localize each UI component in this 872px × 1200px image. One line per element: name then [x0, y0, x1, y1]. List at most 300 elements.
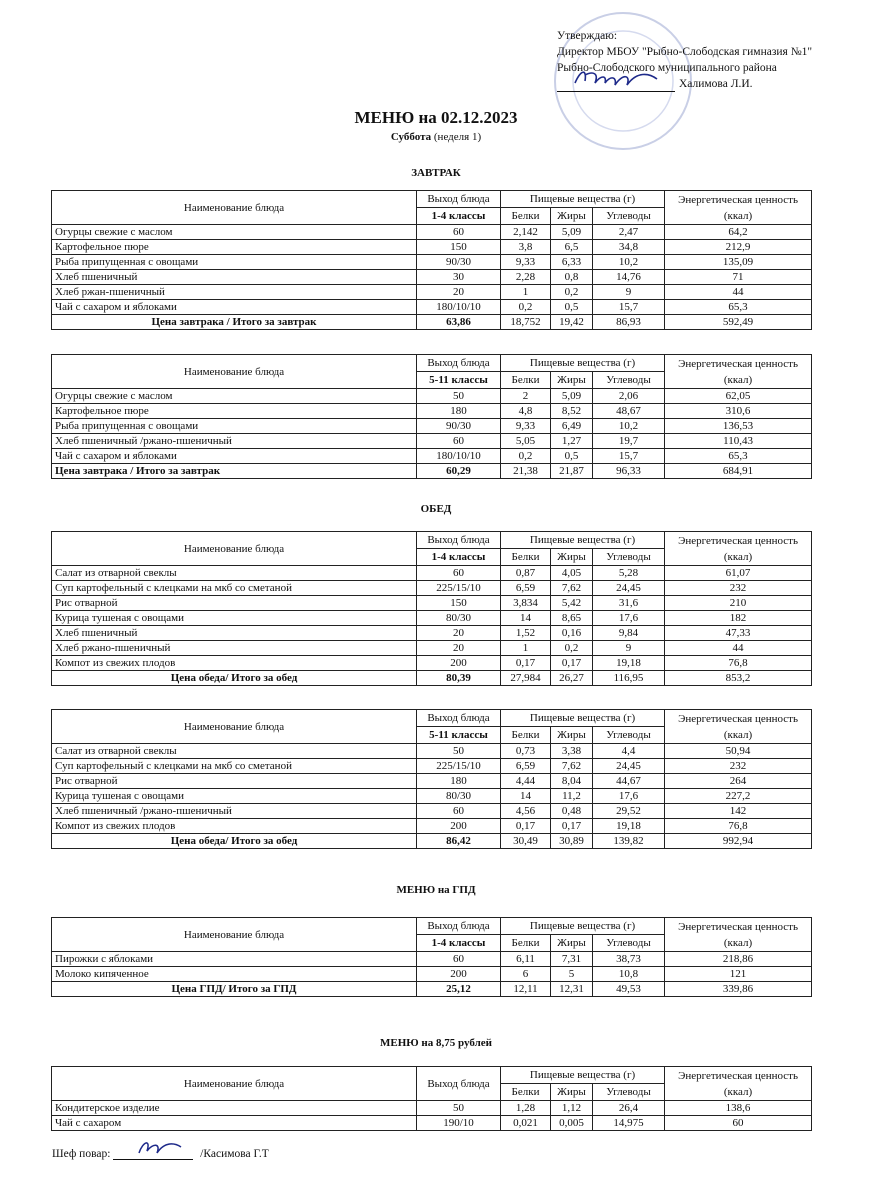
total-protein: 21,38: [501, 464, 551, 479]
header-nutrients: Пищевые вещества (г): [501, 918, 665, 935]
dish-energy: 60: [665, 1116, 812, 1131]
dish-name: Курица тушеная с овощами: [52, 789, 417, 804]
table-header-row: [52, 532, 812, 549]
dish-protein: 6,59: [501, 759, 551, 774]
dish-protein: 1: [501, 641, 551, 656]
dish-name: Картофельное пюре: [52, 404, 417, 419]
header-yield: Выход блюда: [417, 532, 501, 549]
total-energy: 684,91: [665, 464, 812, 479]
dish-yield: 90/30: [417, 255, 501, 270]
total-label: Цена обеда/ Итого за обед: [52, 671, 417, 686]
dish-name: Компот из свежих плодов: [52, 656, 417, 671]
header-dish-name: Наименование блюда: [52, 355, 417, 389]
header-energy: Энергетическая ценность (ккал): [665, 1067, 812, 1101]
dish-fat: 0,8: [551, 270, 593, 285]
dish-energy: 212,9: [665, 240, 812, 255]
table-row: [52, 285, 812, 300]
menu-table: [51, 917, 812, 997]
header-class-group: 1-4 классы: [417, 208, 501, 225]
table-row: [52, 952, 812, 967]
dish-energy: 64,2: [665, 225, 812, 240]
table-row: [52, 419, 812, 434]
dish-carbs: 26,4: [593, 1101, 665, 1116]
dish-energy: 44: [665, 285, 812, 300]
header-energy: Энергетическая ценность (ккал): [665, 191, 812, 225]
dish-energy: 310,6: [665, 404, 812, 419]
table-row: [52, 1116, 812, 1131]
dish-fat: 0,2: [551, 285, 593, 300]
dish-yield: 200: [417, 967, 501, 982]
dish-name: Огурцы свежие с маслом: [52, 389, 417, 404]
dish-fat: 5,09: [551, 225, 593, 240]
dish-fat: 11,2: [551, 789, 593, 804]
header-fat: Жиры: [551, 1084, 593, 1101]
section-gpd: МЕНЮ на ГПД: [396, 884, 476, 896]
dish-carbs: 29,52: [593, 804, 665, 819]
table-header-row: [52, 710, 812, 727]
dish-yield: 30: [417, 270, 501, 285]
dish-yield: 180/10/10: [417, 449, 501, 464]
header-carbs: Углеводы: [593, 549, 665, 566]
total-label: Цена ГПД/ Итого за ГПД: [52, 982, 417, 997]
dish-energy: 121: [665, 967, 812, 982]
page-title: МЕНЮ на 02.12.2023: [354, 108, 518, 127]
header-protein: Белки: [501, 208, 551, 225]
dish-yield: 50: [417, 744, 501, 759]
dish-fat: 8,65: [551, 611, 593, 626]
dish-carbs: 9: [593, 285, 665, 300]
dish-yield: 180: [417, 774, 501, 789]
dish-energy: 227,2: [665, 789, 812, 804]
table-row: [52, 255, 812, 270]
dish-energy: 65,3: [665, 300, 812, 315]
dish-name: Хлеб пшеничный: [52, 626, 417, 641]
dish-yield: 20: [417, 285, 501, 300]
total-protein: 27,984: [501, 671, 551, 686]
dish-protein: 14: [501, 789, 551, 804]
dish-protein: 2,28: [501, 270, 551, 285]
dish-protein: 4,44: [501, 774, 551, 789]
table-total-row: [52, 315, 812, 330]
header-nutrients: Пищевые вещества (г): [501, 355, 665, 372]
table-row: [52, 1101, 812, 1116]
dish-carbs: 2,06: [593, 389, 665, 404]
dish-energy: 232: [665, 759, 812, 774]
dish-fat: 0,2: [551, 641, 593, 656]
header-energy: Энергетическая ценность (ккал): [665, 918, 812, 952]
dish-name: Салат из отварной свеклы: [52, 744, 417, 759]
table-row: [52, 759, 812, 774]
dish-fat: 1,27: [551, 434, 593, 449]
section-snack: МЕНЮ на 8,75 рублей: [380, 1037, 492, 1049]
header-carbs: Углеводы: [593, 1084, 665, 1101]
dish-energy: 76,8: [665, 656, 812, 671]
header-yield: Выход блюда: [417, 918, 501, 935]
dish-energy: 142: [665, 804, 812, 819]
header-class-group: 1-4 классы: [417, 935, 501, 952]
dish-fat: 5: [551, 967, 593, 982]
dish-yield: 20: [417, 626, 501, 641]
dish-fat: 7,31: [551, 952, 593, 967]
total-fat: 12,31: [551, 982, 593, 997]
dish-fat: 8,52: [551, 404, 593, 419]
dish-protein: 2: [501, 389, 551, 404]
approval-block: [557, 28, 812, 92]
dish-carbs: 14,975: [593, 1116, 665, 1131]
header-protein: Белки: [501, 1084, 551, 1101]
table-row: [52, 656, 812, 671]
dish-name: Салат из отварной свеклы: [52, 566, 417, 581]
chef-signature-block: [52, 1147, 269, 1160]
dish-protein: 3,8: [501, 240, 551, 255]
dish-protein: 0,021: [501, 1116, 551, 1131]
dish-name: Рыба припущенная с овощами: [52, 419, 417, 434]
dish-carbs: 48,67: [593, 404, 665, 419]
header-protein: Белки: [501, 727, 551, 744]
dish-name: Хлеб пшеничный: [52, 270, 417, 285]
dish-protein: 6,59: [501, 581, 551, 596]
dish-fat: 0,48: [551, 804, 593, 819]
menu-table: [51, 709, 812, 849]
total-energy: 339,86: [665, 982, 812, 997]
dish-yield: 90/30: [417, 419, 501, 434]
dish-yield: 50: [417, 389, 501, 404]
dish-name: Рыба припущенная с овощами: [52, 255, 417, 270]
header-carbs: Углеводы: [593, 727, 665, 744]
dish-protein: 6,11: [501, 952, 551, 967]
table-row: [52, 389, 812, 404]
table-row: [52, 626, 812, 641]
dish-name: Пирожки с яблоками: [52, 952, 417, 967]
approval-line-1: Утверждаю:: [557, 30, 618, 42]
total-carbs: 49,53: [593, 982, 665, 997]
dish-fat: 0,16: [551, 626, 593, 641]
dish-fat: 4,05: [551, 566, 593, 581]
dish-yield: 60: [417, 225, 501, 240]
dish-fat: 0,5: [551, 300, 593, 315]
dish-energy: 50,94: [665, 744, 812, 759]
dish-name: Хлеб ржано-пшеничный: [52, 641, 417, 656]
table-row: [52, 819, 812, 834]
table-header-row: [52, 918, 812, 935]
header-dish-name: Наименование блюда: [52, 1067, 417, 1101]
dish-name: Суп картофельный с клецками на мкб со сметаной: [52, 581, 417, 596]
header-fat: Жиры: [551, 549, 593, 566]
total-fat: 26,27: [551, 671, 593, 686]
table-row: [52, 404, 812, 419]
total-carbs: 139,82: [593, 834, 665, 849]
dish-name: Хлеб пшеничный /ржано-пшеничный: [52, 804, 417, 819]
total-label: Цена обеда/ Итого за обед: [52, 834, 417, 849]
dish-energy: 62,05: [665, 389, 812, 404]
table-row: [52, 434, 812, 449]
total-fat: 30,89: [551, 834, 593, 849]
dish-energy: 136,53: [665, 419, 812, 434]
table-row: [52, 804, 812, 819]
header-nutrients: Пищевые вещества (г): [501, 1067, 665, 1084]
dish-name: Чай с сахаром: [52, 1116, 417, 1131]
dish-energy: 61,07: [665, 566, 812, 581]
dish-energy: 210: [665, 596, 812, 611]
total-carbs: 116,95: [593, 671, 665, 686]
total-protein: 30,49: [501, 834, 551, 849]
dish-fat: 6,49: [551, 419, 593, 434]
director-signature-line: [557, 79, 675, 92]
header-energy: Энергетическая ценность (ккал): [665, 532, 812, 566]
dish-carbs: 15,7: [593, 300, 665, 315]
header-dish-name: Наименование блюда: [52, 918, 417, 952]
header-fat: Жиры: [551, 208, 593, 225]
dish-energy: 44: [665, 641, 812, 656]
header-yield: Выход блюда: [417, 1067, 501, 1101]
table-row: [52, 300, 812, 315]
total-fat: 19,42: [551, 315, 593, 330]
dish-name: Картофельное пюре: [52, 240, 417, 255]
dish-carbs: 9: [593, 641, 665, 656]
header-protein: Белки: [501, 935, 551, 952]
table-row: [52, 744, 812, 759]
dish-carbs: 5,28: [593, 566, 665, 581]
total-energy: 992,94: [665, 834, 812, 849]
dish-name: Чай с сахаром и яблоками: [52, 300, 417, 315]
dish-name: Огурцы свежие с маслом: [52, 225, 417, 240]
dish-energy: 264: [665, 774, 812, 789]
dish-protein: 0,87: [501, 566, 551, 581]
header-yield: Выход блюда: [417, 355, 501, 372]
dish-carbs: 19,7: [593, 434, 665, 449]
total-energy: 853,2: [665, 671, 812, 686]
table-row: [52, 449, 812, 464]
dish-protein: 0,17: [501, 819, 551, 834]
total-protein: 18,752: [501, 315, 551, 330]
header-nutrients: Пищевые вещества (г): [501, 710, 665, 727]
dish-name: Хлеб ржан-пшеничный: [52, 285, 417, 300]
dish-yield: 150: [417, 596, 501, 611]
dish-carbs: 19,18: [593, 656, 665, 671]
total-price: 25,12: [417, 982, 501, 997]
menu-table: [51, 531, 812, 686]
table-row: [52, 596, 812, 611]
dish-carbs: 44,67: [593, 774, 665, 789]
dish-fat: 3,38: [551, 744, 593, 759]
total-carbs: 86,93: [593, 315, 665, 330]
total-protein: 12,11: [501, 982, 551, 997]
menu-table: [51, 354, 812, 479]
dish-protein: 4,8: [501, 404, 551, 419]
table-total-row: [52, 671, 812, 686]
dish-yield: 225/15/10: [417, 581, 501, 596]
dish-fat: 0,5: [551, 449, 593, 464]
dish-yield: 80/30: [417, 611, 501, 626]
header-dish-name: Наименование блюда: [52, 191, 417, 225]
dish-carbs: 10,2: [593, 255, 665, 270]
dish-name: Чай с сахаром и яблоками: [52, 449, 417, 464]
header-yield: Выход блюда: [417, 710, 501, 727]
dish-energy: 218,86: [665, 952, 812, 967]
dish-name: Молоко кипяченное: [52, 967, 417, 982]
table-row: [52, 566, 812, 581]
dish-carbs: 9,84: [593, 626, 665, 641]
dish-protein: 2,142: [501, 225, 551, 240]
table-header-row: [52, 1067, 812, 1084]
header-nutrients: Пищевые вещества (г): [501, 191, 665, 208]
dish-carbs: 10,2: [593, 419, 665, 434]
header-nutrients: Пищевые вещества (г): [501, 532, 665, 549]
dish-yield: 180: [417, 404, 501, 419]
dish-name: Суп картофельный с клецками на мкб со сметаной: [52, 759, 417, 774]
dish-fat: 6,5: [551, 240, 593, 255]
header-carbs: Углеводы: [593, 935, 665, 952]
table-row: [52, 774, 812, 789]
dish-carbs: 34,8: [593, 240, 665, 255]
table-row: [52, 789, 812, 804]
dish-carbs: 24,45: [593, 581, 665, 596]
dish-yield: 60: [417, 566, 501, 581]
chef-signature-line: [113, 1147, 193, 1160]
dish-carbs: 15,7: [593, 449, 665, 464]
dish-fat: 5,09: [551, 389, 593, 404]
dish-name: Компот из свежих плодов: [52, 819, 417, 834]
dish-energy: 47,33: [665, 626, 812, 641]
total-label: Цена завтрака / Итого за завтрак: [52, 315, 417, 330]
dish-protein: 9,33: [501, 255, 551, 270]
table-total-row: [52, 464, 812, 479]
table-row: [52, 581, 812, 596]
approval-line-3: Рыбно-Слободского муниципального района: [557, 62, 777, 74]
dish-fat: 6,33: [551, 255, 593, 270]
dish-yield: 225/15/10: [417, 759, 501, 774]
dish-protein: 0,73: [501, 744, 551, 759]
header-dish-name: Наименование блюда: [52, 532, 417, 566]
table-row: [52, 641, 812, 656]
total-energy: 592,49: [665, 315, 812, 330]
table-row: [52, 270, 812, 285]
header-yield: Выход блюда: [417, 191, 501, 208]
dish-yield: 60: [417, 952, 501, 967]
dish-name: Курица тушеная с овощами: [52, 611, 417, 626]
dish-carbs: 17,6: [593, 789, 665, 804]
dish-carbs: 24,45: [593, 759, 665, 774]
day-of-week: Суббота: [390, 131, 432, 143]
header-energy: Энергетическая ценность (ккал): [665, 355, 812, 389]
dish-energy: 110,43: [665, 434, 812, 449]
dish-fat: 0,17: [551, 819, 593, 834]
header-dish-name: Наименование блюда: [52, 710, 417, 744]
dish-energy: 65,3: [665, 449, 812, 464]
header-fat: Жиры: [551, 727, 593, 744]
dish-protein: 1,52: [501, 626, 551, 641]
dish-protein: 9,33: [501, 419, 551, 434]
menu-table: [51, 190, 812, 330]
header-energy: Энергетическая ценность (ккал): [665, 710, 812, 744]
header-carbs: Углеводы: [593, 372, 665, 389]
dish-name: Кондитерское изделие: [52, 1101, 417, 1116]
dish-protein: 5,05: [501, 434, 551, 449]
section-lunch: ОБЕД: [420, 503, 452, 515]
dish-energy: 71: [665, 270, 812, 285]
dish-yield: 200: [417, 656, 501, 671]
dish-energy: 76,8: [665, 819, 812, 834]
dish-fat: 8,04: [551, 774, 593, 789]
dish-yield: 50: [417, 1101, 501, 1116]
chef-label: Шеф повар:: [52, 1148, 111, 1160]
header-carbs: Углеводы: [593, 208, 665, 225]
dish-protein: 1: [501, 285, 551, 300]
dish-fat: 0,005: [551, 1116, 593, 1131]
director-signature: [571, 65, 661, 91]
dish-name: Рис отварной: [52, 774, 417, 789]
dish-yield: 200: [417, 819, 501, 834]
dish-energy: 182: [665, 611, 812, 626]
approval-line-2: Директор МБОУ "Рыбно-Слободская гимназия №1": [557, 46, 813, 58]
header-protein: Белки: [501, 549, 551, 566]
total-price: 86,42: [417, 834, 501, 849]
dish-yield: 180/10/10: [417, 300, 501, 315]
total-label: Цена завтрака / Итого за завтрак: [52, 464, 417, 479]
chef-signature: [135, 1137, 185, 1159]
dish-protein: 0,2: [501, 449, 551, 464]
director-name: Халимова Л.И.: [679, 78, 753, 90]
dish-yield: 150: [417, 240, 501, 255]
dish-yield: 60: [417, 804, 501, 819]
dish-name: Хлеб пшеничный /ржано-пшеничный: [52, 434, 417, 449]
chef-name: /Касимова Г.Т: [200, 1148, 269, 1160]
dish-yield: 80/30: [417, 789, 501, 804]
table-row: [52, 225, 812, 240]
dish-energy: 232: [665, 581, 812, 596]
dish-protein: 4,56: [501, 804, 551, 819]
dish-yield: 20: [417, 641, 501, 656]
dish-energy: 135,09: [665, 255, 812, 270]
header-class-group: 1-4 классы: [417, 549, 501, 566]
dish-protein: 3,834: [501, 596, 551, 611]
dish-carbs: 17,6: [593, 611, 665, 626]
dish-yield: 190/10: [417, 1116, 501, 1131]
dish-fat: 7,62: [551, 581, 593, 596]
dish-carbs: 2,47: [593, 225, 665, 240]
total-fat: 21,87: [551, 464, 593, 479]
dish-yield: 60: [417, 434, 501, 449]
table-total-row: [52, 982, 812, 997]
section-breakfast: ЗАВТРАК: [411, 167, 461, 179]
table-header-row: [52, 191, 812, 208]
total-carbs: 96,33: [593, 464, 665, 479]
header-fat: Жиры: [551, 372, 593, 389]
table-row: [52, 240, 812, 255]
table-total-row: [52, 834, 812, 849]
dish-fat: 1,12: [551, 1101, 593, 1116]
dish-protein: 0,2: [501, 300, 551, 315]
dish-carbs: 4,4: [593, 744, 665, 759]
table-row: [52, 967, 812, 982]
week-label: (неделя 1): [433, 131, 482, 143]
dish-carbs: 38,73: [593, 952, 665, 967]
dish-protein: 14: [501, 611, 551, 626]
dish-protein: 6: [501, 967, 551, 982]
dish-carbs: 19,18: [593, 819, 665, 834]
header-protein: Белки: [501, 372, 551, 389]
dish-fat: 7,62: [551, 759, 593, 774]
dish-fat: 5,42: [551, 596, 593, 611]
table-row: [52, 611, 812, 626]
dish-energy: 138,6: [665, 1101, 812, 1116]
total-price: 60,29: [417, 464, 501, 479]
dish-fat: 0,17: [551, 656, 593, 671]
dish-carbs: 31,6: [593, 596, 665, 611]
header-class-group: 5-11 классы: [417, 372, 501, 389]
dish-protein: 1,28: [501, 1101, 551, 1116]
header-fat: Жиры: [551, 935, 593, 952]
